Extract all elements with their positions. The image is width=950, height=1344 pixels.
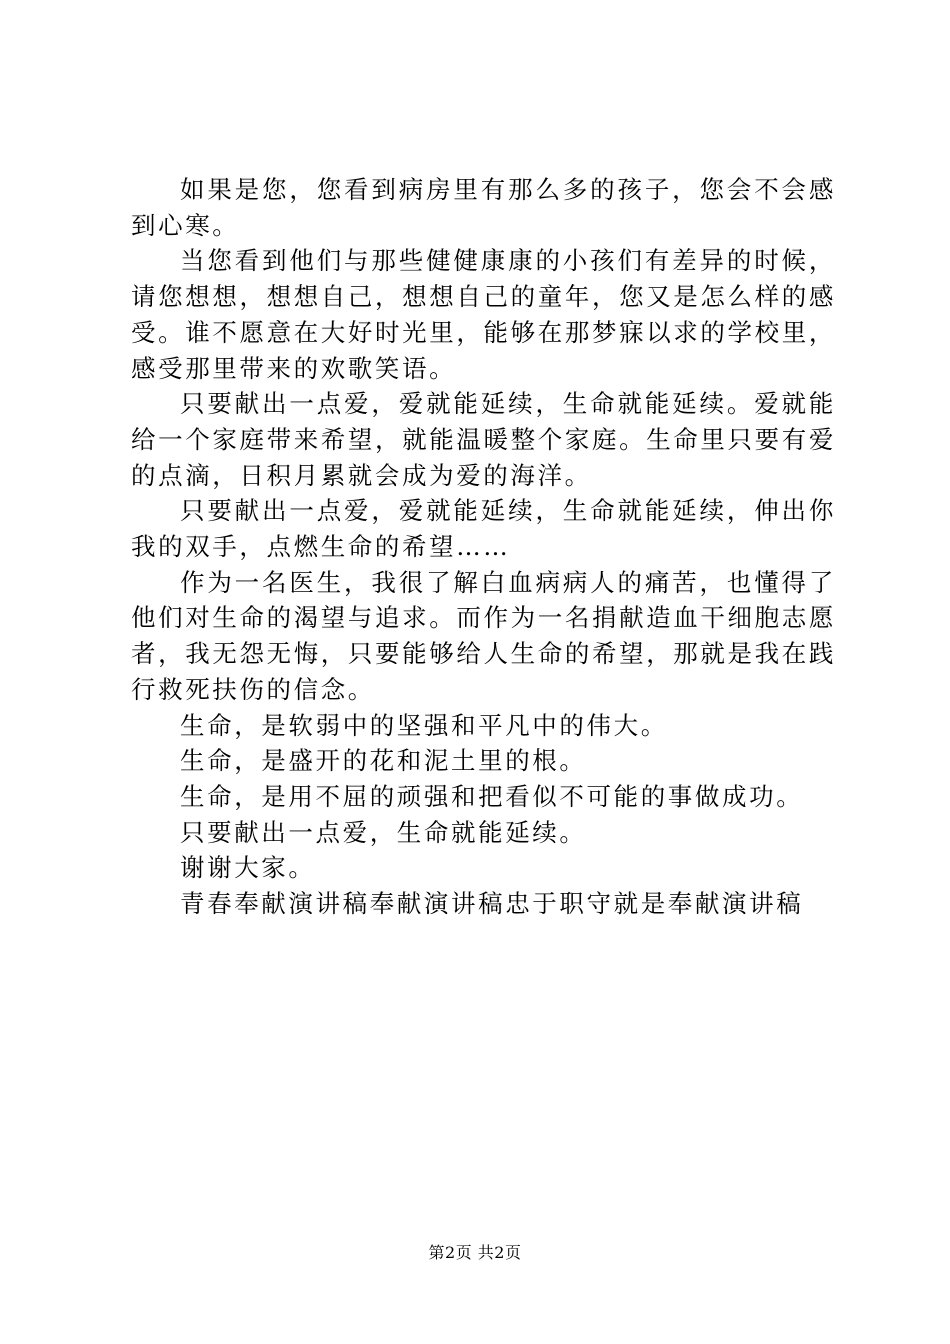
paragraph: 生命，是用不屈的顽强和把看似不可能的事做成功。 (180, 781, 804, 811)
paragraph: 只要献出一点爱，爱就能延续，生命就能延续，伸出你我的双手，点燃生命的希望…… (131, 496, 836, 562)
paragraph: 当您看到他们与那些健健康康的小孩们有差异的时候，请您想想，想想自己，想想自己的童年，您又是怎么样的感受。谁不愿意在大好时光里，能够在那梦寐以求的学校里，感受那里带来的欢歌笑语。 (131, 246, 836, 383)
paragraph: 作为一名医生，我很了解白血病病人的痛苦，也懂得了他们对生命的渴望与追求。而作为一名捐献造血干细胞志愿者，我无怨无悔，只要能够给人生命的希望，那就是我在践行救死扶伤的信念。 (131, 567, 836, 704)
paragraph: 生命，是软弱中的坚强和平凡中的伟大。 (180, 710, 668, 740)
page-footer (0, 1241, 950, 1265)
paragraph: 只要献出一点爱，生命就能延续。 (180, 817, 587, 847)
paragraph: 谢谢大家。 (180, 853, 316, 883)
paragraph: 如果是您，您看到病房里有那么多的孩子，您会不会感到心寒。 (131, 175, 836, 240)
document-body (131, 172, 836, 922)
paragraph: 只要献出一点爱，爱就能延续，生命就能延续。爱就能给一个家庭带来希望，就能温暖整个家庭。生命里只要有爱的点滴，日积月累就会成为爱的海洋。 (131, 389, 836, 490)
page-indicator: 第2页 共2页 (428, 1243, 522, 1262)
paragraph: 青春奉献演讲稿奉献演讲稿忠于职守就是奉献演讲稿 (180, 889, 804, 919)
paragraph: 生命，是盛开的花和泥土里的根。 (180, 746, 587, 776)
